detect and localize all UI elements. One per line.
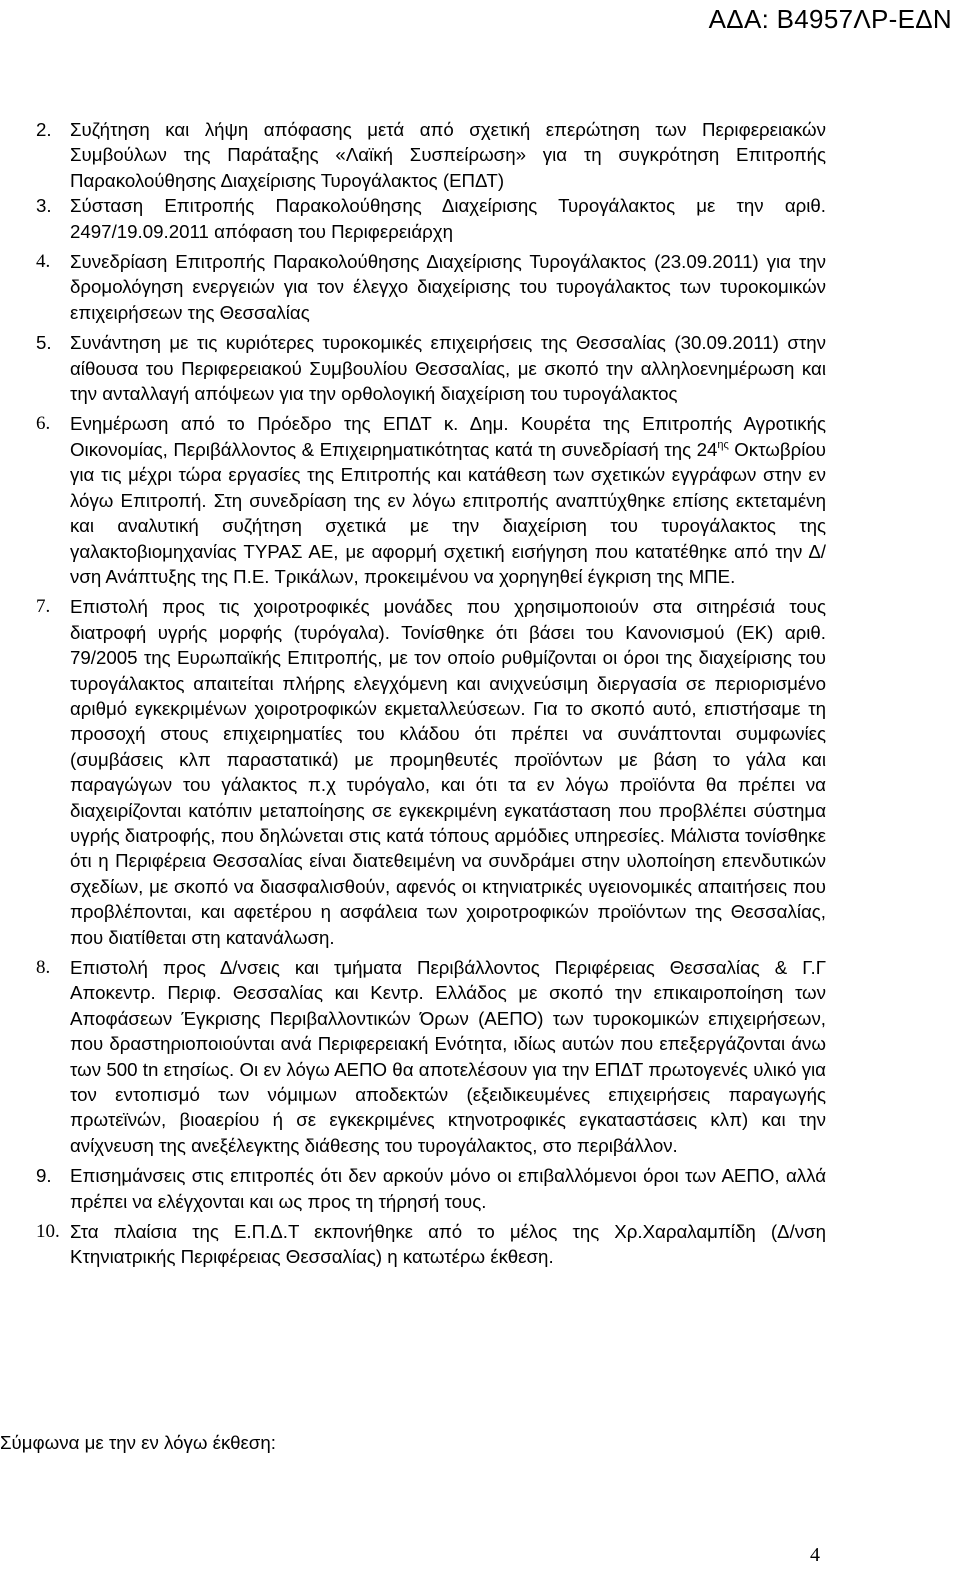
item-text: Συζήτηση και λήψη απόφασης μετά από σχετική επερώτηση των Περιφερειακών Συμβούλων της Παράταξης «Λαϊκή Συσπείρωση» για τη συγκρότηση Επιτροπής Παρακολούθησης Διαχείρισης Τυρογάλακτος (ΕΠΔΤ) xyxy=(70,119,826,191)
list-item-2 xyxy=(36,117,826,193)
closing-text: Σύμφωνα με την εν λόγω έκθεση: xyxy=(0,1432,276,1453)
item-number: 6. xyxy=(36,413,51,435)
item-number: 3. xyxy=(36,195,52,217)
item-text: Συνάντηση με τις κυριότερες τυροκομικές επιχειρήσεις της Θεσσαλίας (30.09.2011) στην αίθουσα του Περιφερειακού Συμβουλίου Θεσσαλίας, με σκοπό την αλληλοενημέρωση και την ανταλλαγή απόψεων για την ορθολογική διαχείριση του τυρογάλακτος xyxy=(70,332,826,405)
page-number: 4 xyxy=(810,1544,820,1566)
item-text: Στα πλαίσια της Ε.Π.Δ.Τ εκπονήθηκε από το μέλος της Χρ.Χαραλαμπίδη (Δ/νση Κτηνιατρικής Περιφέρειας Θεσσαλίας) η κατωτέρω έκθεση. xyxy=(70,1221,826,1268)
item-number: 9. xyxy=(36,1165,52,1187)
item-number: 2. xyxy=(36,119,52,140)
item-text: Επιστολή προς Δ/νσεις και τμήματα Περιβάλλοντος Περιφέρειας Θεσσαλίας & Γ.Γ Αποκεντρ. Περιφ. Θεσσαλίας και Κεντρ. Ελλάδος με σκοπό την επικαιροποίηση των Αποφάσεων Έγκρισης Περιβαλλοντικών Όρων (ΑΕΠΟ) των τυροκομικών επιχειρήσεων, που δραστηριοποιούνται ανά Περιφερειακή Ενότητα, ιδίως αυτών που επεξεργάζονται άνω των 500 tn ετησίως. Οι εν λόγω ΑΕΠΟ θα αποτελέσουν για την ΕΠΔΤ πρωτογενές υλικό για τον εντοπισμό των νόμιμων αποδεκτών (εξειδικευμένες επιχειρήσεις παραγωγής πρωτεϊνών, βιοαερίου ή σε εγκεκριμένες κτηνοτροφικές εγκαταστάσεις κλπ) και την ανίχνευση της ανεξέλεγκτης διάθεσης του τυρογάλακτος, στο περιβάλλον. xyxy=(70,957,826,1156)
item-text-part: Ενημέρωση από το Πρόεδρο της ΕΠΔΤ κ. Δημ. Κουρέτα της Επιτροπής Αγροτικής Οικονομίας, Περιβάλλοντος & Επιχειρηματικότητας κατά τη συνεδρίασή της 24 xyxy=(70,413,826,460)
ordinal-suffix: ης xyxy=(717,438,729,451)
item-number: 4. xyxy=(36,251,51,273)
item-number: 7. xyxy=(36,596,51,618)
item-text: Επιστολή προς τις χοιροτροφικές μονάδες που χρησιμοποιούν στα σιτηρέσιά τους διατροφή υγρής μορφής (τυρόγαλα). Τονίσθηκε ότι βάσει του Κανονισμού (ΕΚ) αριθ. 79/2005 της Ευρωπαϊκής Επιτροπής, με τον οποίο ρυθμίζονται οι όροι της διαχείρισης του τυρογάλακτος απαιτείται πλήρης ελεγχόμενη και ανιχνεύσιμη διεργασία σε περιορισμένο αριθμό εγκεκριμένων χοιροτροφικών εκμεταλλεύσεων. Για το σκοπό αυτό, επιστήσαμε τη προσοχή στους επιχειρηματίες του κλάδου ότι πρέπει να συνάπτονται συμφωνίες (συμβάσεις κλπ παραστατικά) με προμηθευτές προϊόντων με βάση το γάλα και παραγώγων του γάλακτος π.χ τυρόγαλο, και ότι τα εν λόγω προϊόντα θα πρέπει να διαχειρίζονται κατόπιν μεταποίησης σε εγκεκριμένη εγκατάσταση που προβλέπει σύστημα υγρής διατροφής, που δηλώνεται στις κατά τόπους αρμόδιες υπηρεσίες. Μάλιστα τονίσθηκε ότι η Περιφέρεια Θεσσαλίας είναι διατεθειμένη να συνδράμει στην υλοποίηση επενδυτικών σχεδίων, με σκοπό να διασφαλισθούν, αφενός οι κτηνιατρικές υγειονομικές απαιτήσεις που προβλέπονται, και αφετέρου η ασφάλεια των χοιροτροφικών προϊόντων της Θεσσαλίας, που διατίθεται στη κατανάλωση. xyxy=(70,596,826,948)
item-number: 8. xyxy=(36,957,51,978)
item-text: Συνεδρίαση Επιτροπής Παρακολούθησης Διαχείρισης Τυρογάλακτος (23.09.2011) για την δρομολόγηση ενεργειών για τον έλεγχο διαχείρισης του τυρογάλακτος των τυροκομικών επιχειρήσεων της Θεσσαλίας xyxy=(70,251,826,323)
list-item-7 xyxy=(36,594,826,950)
document-code: ΑΔΑ: Β4957ΛΡ-ΕΔΝ xyxy=(708,4,952,34)
item-text xyxy=(70,411,826,589)
list-item-5 xyxy=(36,330,826,406)
numbered-list xyxy=(36,117,826,1270)
list-item-4 xyxy=(36,249,826,325)
item-text: Σύσταση Επιτροπής Παρακολούθησης Διαχείρισης Τυρογάλακτος με την αριθ. 2497/19.09.2011 απόφαση του Περιφερειάρχη xyxy=(70,195,826,242)
item-number: 10. xyxy=(36,1221,60,1243)
item-number: 5. xyxy=(36,332,52,354)
list-item-6 xyxy=(36,411,826,589)
list-item-9 xyxy=(36,1163,826,1214)
list-item-8 xyxy=(36,955,826,1158)
list-item-3 xyxy=(36,193,826,244)
item-text-part: Οκτωβρίου για τις μέχρι τώρα εργασίες της Επιτροπής και κατάθεση των σχετικών εγγράφων στην εν λόγω Επιτροπή. Στη συνεδρίαση της εν λόγω επιτροπής αναπτύχθηκε επίσης εκτεταμένη και αναλυτική συζήτηση σχετικά με την διαχείριση του τυρογάλακτος της γαλακτοβιομηχανίας ΤΥΡΑΣ ΑΕ, με αφορμή σχετική εισήγηση που κατατέθηκε από την Δ/νση Ανάπτυξης της Π.Ε. Τρικάλων, προκειμένου να χορηγηθεί έγκριση της ΜΠΕ. xyxy=(70,438,826,587)
list-item-10 xyxy=(36,1219,826,1270)
item-text: Επισημάνσεις στις επιτροπές ότι δεν αρκούν μόνο οι επιβαλλόμενοι όροι των ΑΕΠΟ, αλλά πρέπει να ελέγχονται και ως προς τη τήρησή τους. xyxy=(70,1165,826,1212)
